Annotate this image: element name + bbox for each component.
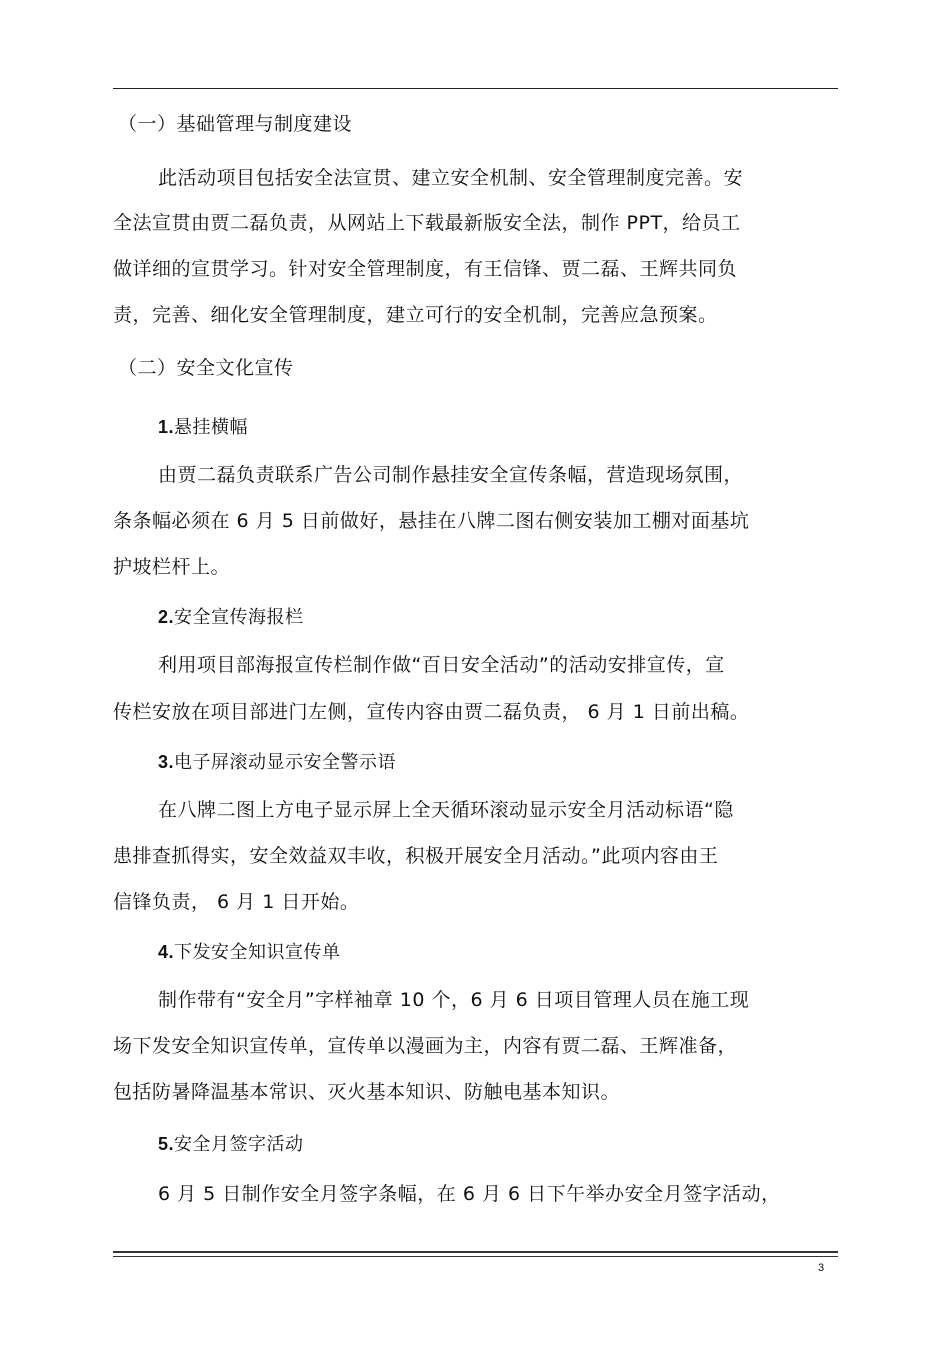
paragraph-line: 护坡栏杆上。 (113, 556, 231, 578)
paragraph-line: 责，完善、细化安全管理制度，建立可行的安全机制，完善应急预案。 (113, 304, 718, 326)
section-1-heading: （一）基础管理与制度建设 (118, 113, 353, 135)
item-title: 安全宣传海报栏 (174, 607, 304, 628)
paragraph-line: 制作带有“安全月”字样袖章 10 个，6 月 6 日项目管理人员在施工现 (158, 989, 750, 1011)
item-title: 电子屏滚动显示安全警示语 (174, 752, 397, 773)
footer-rule (113, 1251, 838, 1253)
item-title: 悬挂横幅 (174, 417, 249, 438)
item-heading (158, 1132, 304, 1157)
paragraph-line: 包括防暑降温基本常识、灭火基本知识、防触电基本知识。 (113, 1081, 621, 1103)
item-title: 安全月签字活动 (174, 1134, 304, 1155)
item-number: 2. (158, 607, 175, 627)
item-heading (158, 605, 304, 630)
paragraph-line: 利用项目部海报宣传栏制作做“百日安全活动”的活动安排宣传，宣 (158, 654, 725, 676)
paragraph-line: 场下发安全知识宣传单，宣传单以漫画为主，内容有贾二磊、王辉准备， (113, 1035, 738, 1057)
paragraph-line: 做详细的宣贯学习。针对安全管理制度，有王信锋、贾二磊、王辉共同负 (113, 258, 738, 280)
item-heading (158, 940, 341, 965)
paragraph-line: 在八牌二图上方电子显示屏上全天循环滚动显示安全月活动标语“隐 (158, 799, 734, 821)
item-number: 5. (158, 1134, 175, 1154)
paragraph-line: 患排查抓得实，安全效益双丰收，积极开展安全月活动。”此项内容由王 (113, 845, 719, 867)
paragraph-line: 全法宣贯由贾二磊负责，从网站上下载最新版安全法，制作 PPT，给员工 (113, 212, 741, 234)
paragraph-line: 6 月 5 日制作安全月签字条幅，在 6 月 6 日下午举办安全月签字活动， (158, 1183, 781, 1205)
item-heading (158, 750, 396, 775)
paragraph-line: 条条幅必须在 6 月 5 日前做好，悬挂在八牌二图右侧安装加工棚对面基坑 (113, 510, 750, 532)
item-number: 3. (158, 752, 175, 772)
paragraph-line: 此活动项目包括安全法宣贯、建立安全机制、安全管理制度完善。安 (158, 167, 744, 189)
item-number: 1. (158, 417, 175, 437)
footer-rule-thin (113, 1256, 838, 1257)
header-rule (113, 88, 838, 89)
item-number: 4. (158, 942, 175, 962)
item-title: 下发安全知识宣传单 (174, 942, 341, 963)
section-2-heading: （二）安全文化宣传 (118, 357, 294, 379)
paragraph-line: 由贾二磊负责联系广告公司制作悬挂安全宣传条幅，营造现场氛围， (158, 464, 744, 486)
item-heading (158, 415, 248, 440)
page-number: 3 (818, 1262, 825, 1274)
paragraph-line: 信锋负责， 6 月 1 日开始。 (113, 891, 360, 913)
paragraph-line: 传栏安放在项目部进门左侧，宣传内容由贾二磊负责， 6 月 1 日前出稿。 (113, 701, 750, 723)
